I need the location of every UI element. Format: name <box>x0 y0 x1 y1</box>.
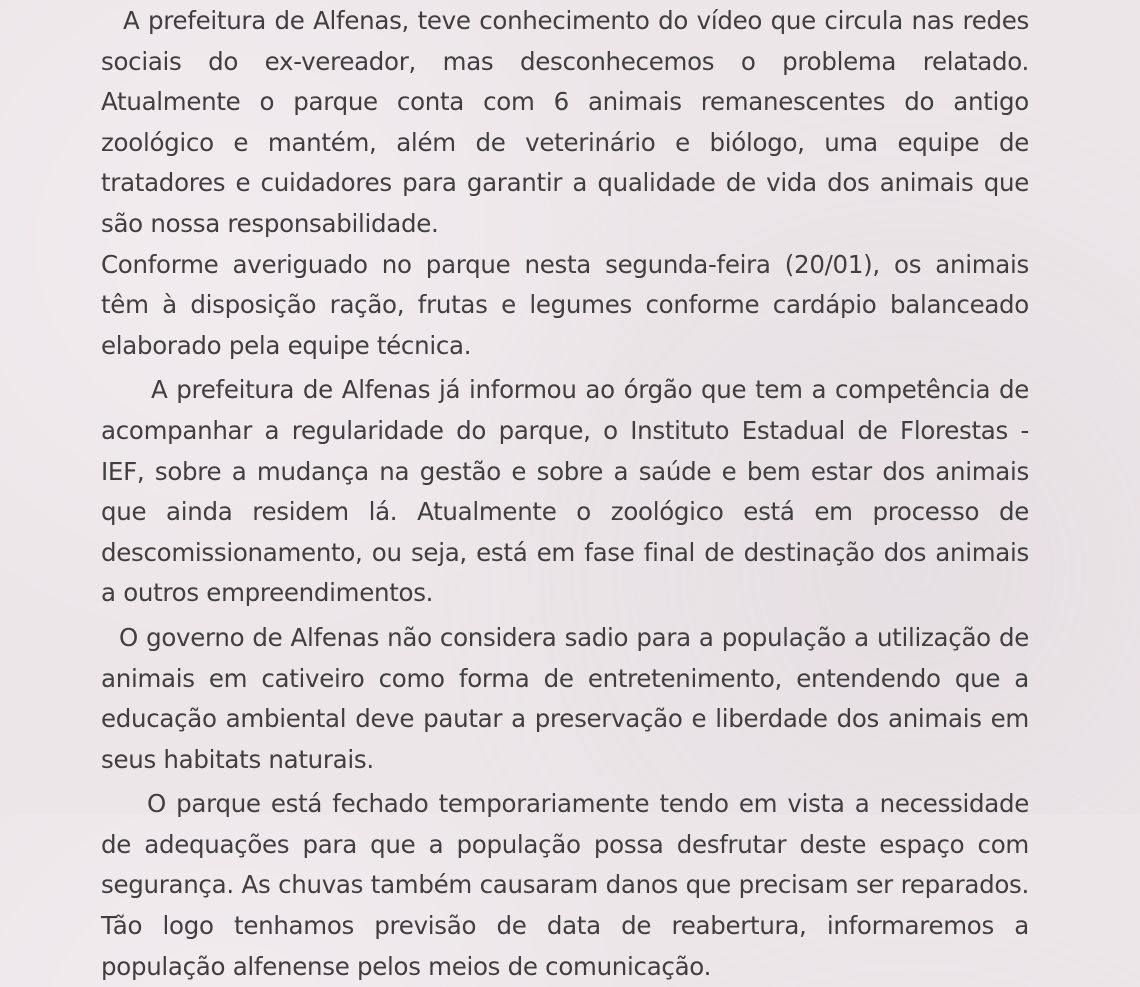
statement-document <box>101 1 1029 987</box>
paragraph-park-closure: O parque está fechado temporariamente tendo em vista a necessidade de adequações para que a população possa desfrutar deste espaço com segurança. As chuvas também causaram danos que precisam ser reparados. Tão logo tenhamos previsão de data de reabertura, informaremos a população alfenense pelos meios de comunicação. <box>101 789 1029 981</box>
paragraph-zoo-awareness: A prefeitura de Alfenas, teve conhecimento do vídeo que circula nas redes sociais do ex-vereador, mas desconhecemos o problema relatado. Atualmente o parque conta com 6 animais remanescentes do antigo zoológico e mantém, além de veterinário e biólogo, uma equipe de tratadores e cuidadores para garantir a qualidade de vida dos animais que são nossa responsabilidade. <box>101 6 1029 238</box>
paragraph-government-position: O governo de Alfenas não considera sadio para a população a utilização de animais em cativeiro como forma de entretenimento, entendendo que a educação ambiental deve pautar a preservação e liberdade dos animais em seus habitats naturais. <box>101 622 1029 774</box>
paragraph-ief-notification: A prefeitura de Alfenas já informou ao órgão que tem a competência de acompanhar a regularidade do parque, o Instituto Estadual de Florestas - IEF, sobre a mudança na gestão e sobre a saúde e bem estar dos animais que ainda residem lá. Atualmente o zoológico está em processo de descomissionamento, ou seja, está em fase final de destinação dos animais a outros empreendimentos. <box>101 375 1029 608</box>
paragraph-animal-feeding: Conforme averiguado no parque nesta segunda-feira (20/01), os animais têm à disposição ração, frutas e legumes conforme cardápio balanceado elaborado pela equipe técnica. <box>101 249 1029 360</box>
